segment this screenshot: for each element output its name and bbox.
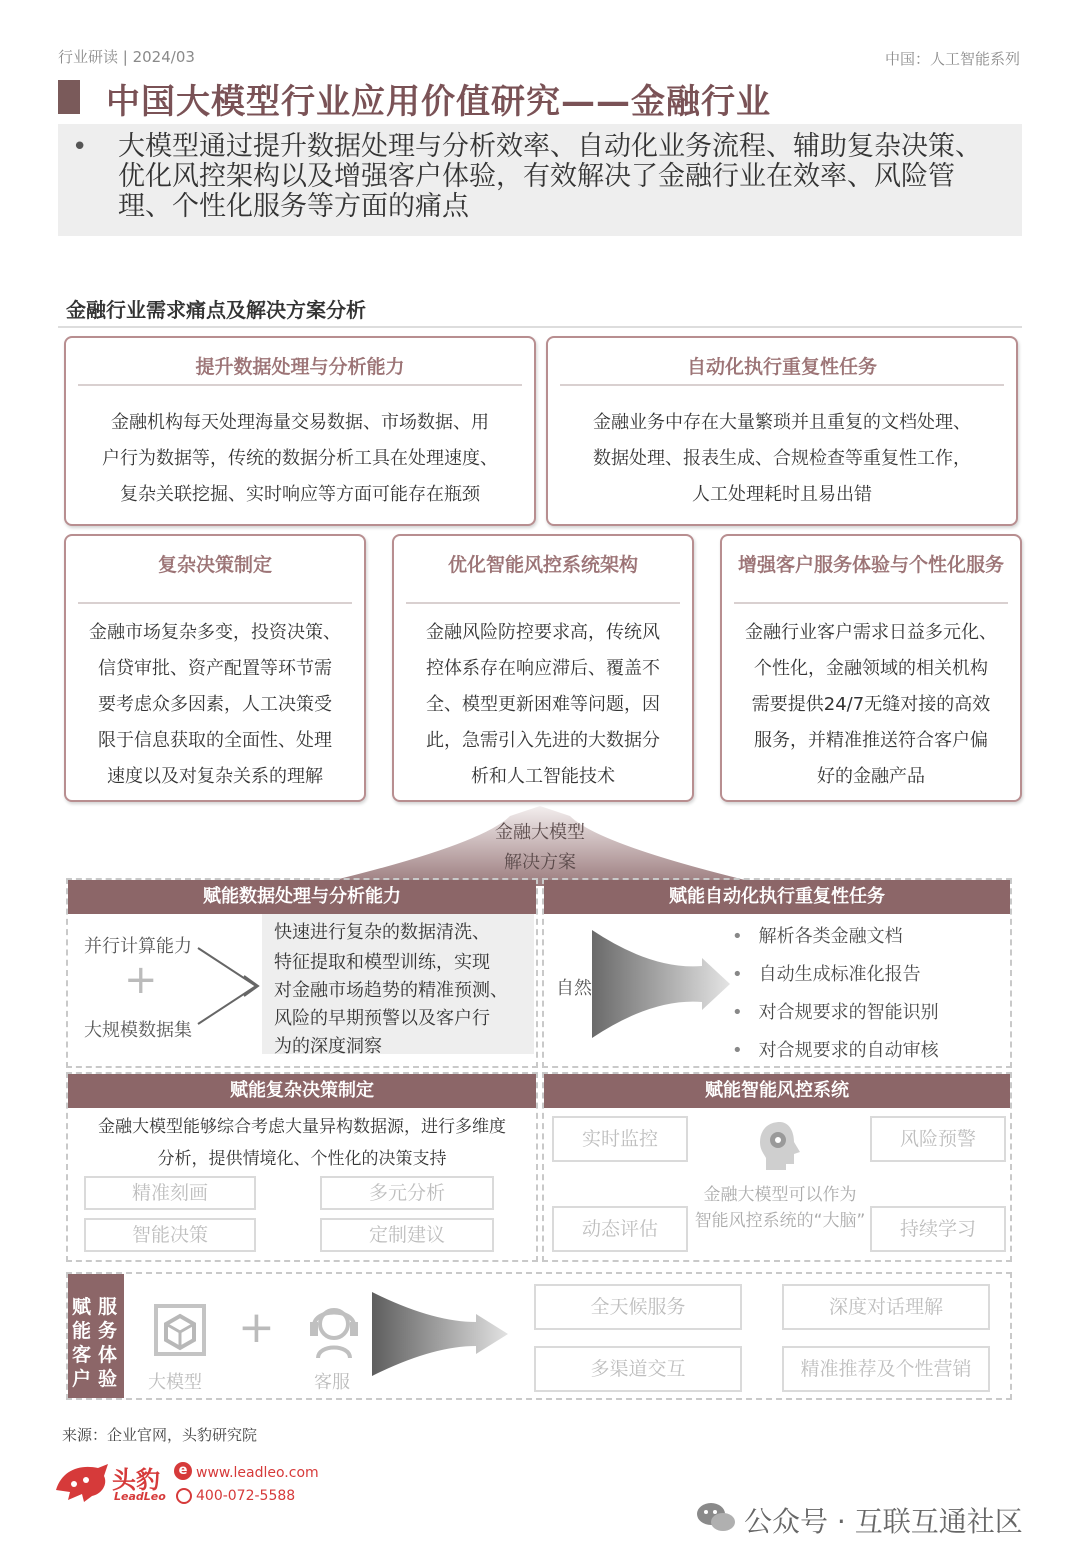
automation-left-label: 自然 bbox=[556, 978, 592, 999]
risk-tag: 风险预警 bbox=[870, 1116, 1006, 1162]
decision-tag: 定制建议 bbox=[320, 1218, 494, 1252]
solution-risk-title: 赋能智能风控系统 bbox=[544, 1074, 1010, 1108]
pain-line: 数据处理、报表生成、合规检查等重复性工作， bbox=[593, 448, 971, 469]
funnel-arrow-icon bbox=[592, 930, 732, 1038]
side-char: 赋 bbox=[72, 1296, 92, 1318]
side-char: 务 bbox=[98, 1320, 118, 1342]
risk-tag: 持续学习 bbox=[870, 1206, 1006, 1252]
web-icon: e bbox=[174, 1462, 192, 1480]
service-tag: 深度对话理解 bbox=[782, 1284, 990, 1330]
pain-line: 需要提供24/7无缝对接的高效 bbox=[751, 694, 991, 715]
decision-tag: 精准刻画 bbox=[84, 1176, 256, 1210]
pain-line: 限于信息获取的全面性、处理 bbox=[98, 730, 332, 751]
data-desc-line: 为的深度洞察 bbox=[274, 1036, 382, 1057]
divider bbox=[734, 602, 1008, 604]
pain-box-automation bbox=[546, 336, 1018, 526]
divider bbox=[78, 384, 522, 386]
service-label: 客服 bbox=[314, 1372, 350, 1393]
phone-icon bbox=[176, 1488, 192, 1504]
pain-title: 复杂决策制定 bbox=[157, 554, 272, 576]
automation-item: • 解析各类金融文档 bbox=[732, 926, 903, 947]
logo-text: 头豹 bbox=[112, 1466, 160, 1494]
model-cube-icon bbox=[150, 1300, 210, 1360]
summary-bullet: • bbox=[72, 132, 88, 162]
pain-line: 户行为数据等，传统的数据分析工具在处理速度、 bbox=[102, 448, 498, 469]
pain-title: 优化智能风控系统架构 bbox=[447, 554, 638, 576]
pain-line: 复杂关联挖掘、实时响应等方面可能存在瓶颈 bbox=[120, 484, 480, 505]
arrow-label-2: 解决方案 bbox=[504, 852, 576, 873]
header-right-label: 中国：人工智能系列 bbox=[884, 50, 1020, 68]
pain-line: 个性化，金融领域的相关机构 bbox=[754, 658, 988, 679]
risk-center-1: 金融大模型可以作为 bbox=[703, 1185, 857, 1205]
pain-line: 金融风险防控要求高，传统风 bbox=[426, 622, 660, 643]
decision-desc-1: 金融大模型能够综合考虑大量异构数据源，进行多维度 bbox=[98, 1117, 506, 1137]
side-char: 客 bbox=[72, 1344, 92, 1366]
pain-title: 自动化执行重复性任务 bbox=[686, 356, 877, 378]
risk-center-2: 智能风控系统的“大脑” bbox=[694, 1211, 866, 1231]
divider bbox=[78, 602, 352, 604]
pain-line: 好的金融产品 bbox=[817, 766, 925, 787]
automation-item: • 对合规要求的智能识别 bbox=[732, 1002, 939, 1023]
pain-line: 金融业务中存在大量繁琐并且重复的文档处理、 bbox=[593, 412, 971, 433]
side-char: 验 bbox=[98, 1368, 118, 1390]
title-accent-bar bbox=[58, 80, 80, 114]
side-char: 体 bbox=[98, 1344, 118, 1366]
merge-arrow-icon bbox=[196, 940, 262, 1030]
pain-line: 金融行业客户需求日益多元化、 bbox=[745, 622, 997, 643]
automation-item: • 对合规要求的自动审核 bbox=[732, 1040, 939, 1061]
phone-number: 400-072-5588 bbox=[196, 1488, 296, 1504]
section-title: 金融行业需求痛点及解决方案分析 bbox=[66, 298, 366, 322]
side-char: 户 bbox=[72, 1368, 92, 1390]
model-label: 大模型 bbox=[148, 1372, 202, 1393]
page-title: 中国大模型行业应用价值研究——金融行业 bbox=[106, 82, 771, 122]
service-tag: 全天候服务 bbox=[534, 1284, 742, 1330]
website-link[interactable]: www.leadleo.com bbox=[196, 1465, 319, 1481]
pain-box-decision bbox=[64, 534, 366, 802]
arrow-label-1: 金融大模型 bbox=[495, 822, 585, 843]
header-left-label: 行业研读 | 2024/03 bbox=[58, 48, 195, 66]
pain-line: 此，急需引入先进的大数据分 bbox=[426, 730, 660, 751]
automation-item: • 自动生成标准化报告 bbox=[732, 964, 921, 985]
plus-icon: + bbox=[124, 957, 158, 1003]
decision-desc-2: 分析，提供情境化、个性化的决策支持 bbox=[157, 1149, 447, 1169]
logo-subtext: LeadLeo bbox=[114, 1490, 166, 1503]
pain-title: 增强客户服务体验与个性化服务 bbox=[737, 554, 1004, 576]
service-tag: 多渠道交互 bbox=[534, 1346, 742, 1392]
side-char: 能 bbox=[72, 1320, 92, 1342]
pain-line: 服务，并精准推送符合客户偏 bbox=[754, 730, 988, 751]
divider bbox=[406, 602, 680, 604]
divider bbox=[560, 384, 1004, 386]
pain-line: 要考虑众多因素，人工决策受 bbox=[98, 694, 332, 715]
pain-box-data bbox=[64, 336, 536, 526]
solution-automation-title: 赋能自动化执行重复性任务 bbox=[544, 880, 1010, 914]
data-desc-line: 风险的早期预警以及客户行 bbox=[274, 1008, 490, 1029]
pain-line: 人工处理耗时且易出错 bbox=[692, 484, 872, 505]
customer-service-icon bbox=[304, 1298, 364, 1360]
summary-text: 大模型通过提升数据处理与分析效率、自动化业务流程、辅助复杂决策、优化风控架构以及增强客户体验，有效解决了金融行业在效率、风险管理、个性化服务等方面的痛点 bbox=[118, 131, 982, 222]
source-note: 来源：企业官网，头豹研究院 bbox=[62, 1426, 258, 1444]
plus-icon: + bbox=[238, 1302, 275, 1353]
leopard-logo-icon bbox=[54, 1460, 110, 1504]
brain-head-icon bbox=[756, 1120, 804, 1172]
data-desc-line: 对金融市场趋势的精准预测、 bbox=[274, 980, 508, 1001]
solution-data-title: 赋能数据处理与分析能力 bbox=[68, 880, 536, 914]
input-large-dataset: 大规模数据集 bbox=[84, 1020, 192, 1041]
pain-line: 速度以及对复杂关系的理解 bbox=[107, 766, 323, 787]
watermark: 公众号 · 互联互通社区 bbox=[744, 1505, 1023, 1538]
data-desc-line: 快速进行复杂的数据清洗、 bbox=[274, 922, 490, 943]
pain-line: 控体系存在响应滞后、覆盖不 bbox=[426, 658, 660, 679]
solution-decision-title: 赋能复杂决策制定 bbox=[68, 1074, 536, 1108]
side-char: 服 bbox=[98, 1296, 118, 1318]
service-arrow-icon bbox=[372, 1292, 512, 1376]
decision-tag: 多元分析 bbox=[320, 1176, 494, 1210]
pain-line: 信贷审批、资产配置等环节需 bbox=[98, 658, 332, 679]
pain-line: 析和人工智能技术 bbox=[471, 766, 615, 787]
pain-line: 金融市场复杂多变，投资决策、 bbox=[89, 622, 341, 643]
wechat-icon bbox=[696, 1500, 736, 1534]
risk-tag: 实时监控 bbox=[552, 1116, 688, 1162]
data-desc-line: 特征提取和模型训练，实现 bbox=[274, 952, 490, 973]
pain-line: 全、模型更新困难等问题，因 bbox=[426, 694, 660, 715]
pain-box-risk bbox=[392, 534, 694, 802]
section-divider bbox=[58, 326, 1022, 328]
decision-tag: 智能决策 bbox=[84, 1218, 256, 1252]
pain-line: 金融机构每天处理海量交易数据、市场数据、用 bbox=[111, 412, 489, 433]
pain-title: 提升数据处理与分析能力 bbox=[195, 356, 405, 378]
input-parallel-compute: 并行计算能力 bbox=[84, 936, 192, 957]
service-tag: 精准推荐及个性营销 bbox=[782, 1346, 990, 1392]
risk-tag: 动态评估 bbox=[552, 1206, 688, 1252]
pain-box-service bbox=[720, 534, 1022, 802]
summary-box bbox=[58, 124, 1022, 236]
